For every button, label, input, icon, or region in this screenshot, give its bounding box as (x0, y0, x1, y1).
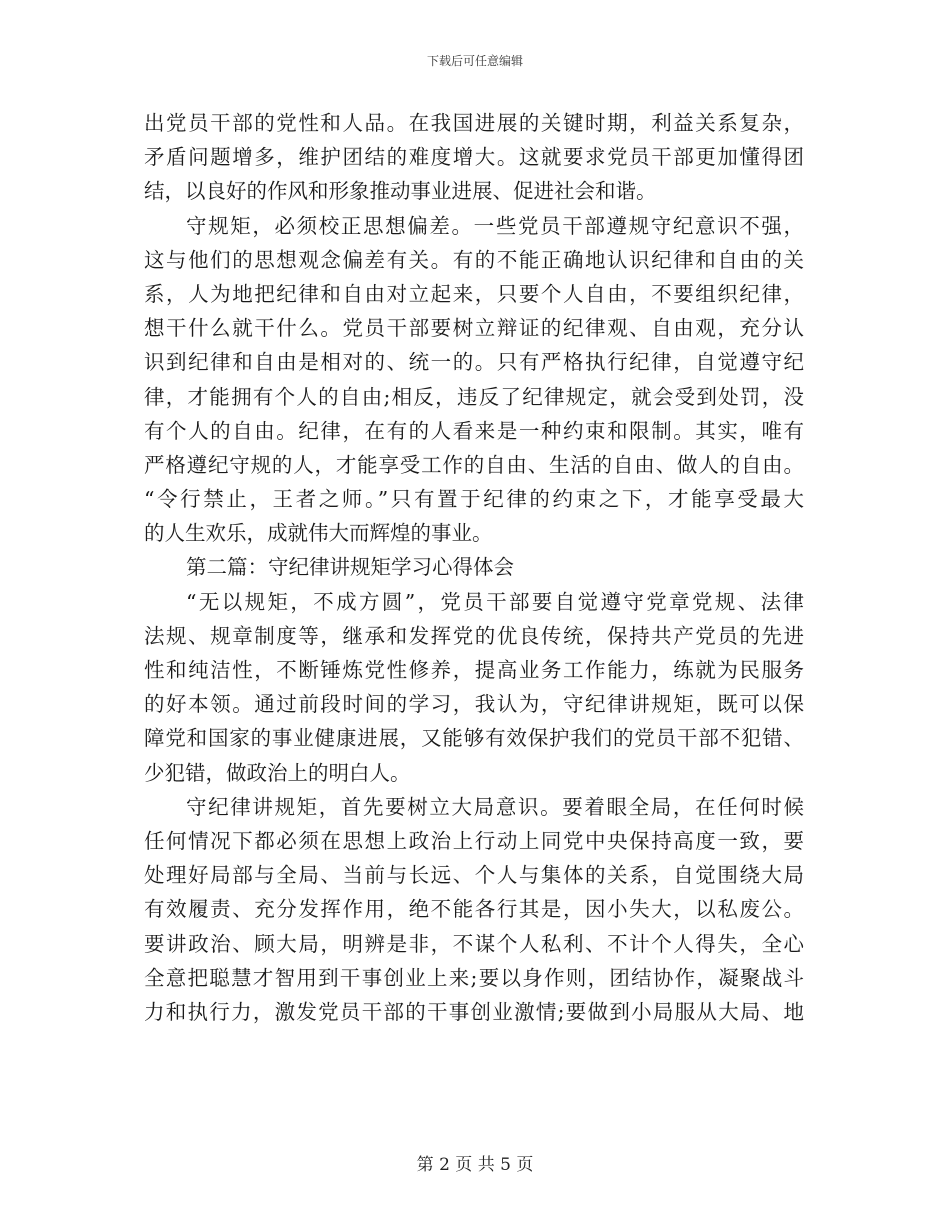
text-line: 矛盾问题增多，维护团结的难度增大。这就要求党员干部更加懂得团 (144, 145, 804, 170)
text-line: 障党和国家的事业健康进展，又能够有效保护我们的党员干部不犯错、 (144, 726, 804, 751)
text-line: 出党员干部的党性和人品。在我国进展的关键时期，利益关系复杂， (144, 111, 804, 135)
text-line: 识到纪律和自由是相对的、统一的。只有严格执行纪律，自觉遵守纪 (144, 350, 804, 375)
text-line: “令行禁止，王者之师。”只有置于纪律的约束之下，才能享受最大 (144, 487, 804, 512)
text-line: 守纪律讲规矩，首先要树立大局意识。要着眼全局，在任何时候 (186, 794, 804, 819)
text-line: 力和执行力，激发党员干部的干事创业激情;要做到小局服从大局、地 (144, 999, 804, 1024)
page-number-footer: 第 2 页 共 5 页 (416, 1155, 534, 1175)
text-line: 严格遵纪守规的人，才能享受工作的自由、生活的自由、做人的自由。 (144, 452, 804, 477)
text-line: 的人生欢乐，成就伟大而辉煌的事业。 (144, 521, 493, 546)
text-line: 结，以良好的作风和形象推动事业进展、促进社会和谐。 (144, 179, 657, 204)
section-heading (144, 550, 804, 584)
text-line: 有个人的自由。纪律，在有的人看来是一种约束和限制。其实，唯有 (144, 418, 804, 443)
paragraph-2 (144, 209, 804, 551)
text-line: 任何情况下都必须在思想上政治上行动上同党中央保持高度一致，要 (144, 828, 804, 853)
text-line: 处理好局部与全局、当前与长远、个人与集体的关系，自觉围绕大局 (144, 863, 804, 888)
text-line: 的好本领。通过前段时间的学习，我认为，守纪律讲规矩，既可以保 (144, 692, 804, 717)
paragraph-3 (144, 585, 804, 790)
text-line: 系，人为地把纪律和自由对立起来，只要个人自由，不要组织纪律， (144, 281, 804, 306)
section-title: 第二篇：守纪律讲规矩学习心得体会 (186, 555, 514, 580)
text-line: 全意把聪慧才智用到干事创业上来;要以身作则，团结协作，凝聚战斗 (144, 965, 804, 990)
paragraph-1 (144, 106, 804, 209)
text-line: 性和纯洁性，不断锤炼党性修养，提高业务工作能力，练就为民服务 (144, 658, 804, 682)
text-line: 守规矩，必须校正思想偏差。一些党员干部遵规守纪意识不强， (186, 213, 804, 238)
text-line: 要讲政治、顾大局，明辨是非，不谋个人私利、不计个人得失，全心 (144, 931, 804, 956)
text-line: 法规、规章制度等，继承和发挥党的优良传统，保持共产党员的先进 (144, 623, 804, 648)
document-body (144, 106, 804, 1029)
page-header: 下载后可任意编辑 (426, 54, 523, 68)
text-line: 想干什么就干什么。党员干部要树立辩证的纪律观、自由观，充分认 (144, 316, 804, 341)
paragraph-4 (144, 790, 804, 1029)
text-line: 有效履责、充分发挥作用，绝不能各行其是，因小失大，以私废公。 (144, 897, 804, 922)
text-line: “无以规矩，不成方圆”，党员干部要自觉遵守党章党规、法律 (186, 589, 804, 614)
text-line: 少犯错，做政治上的明白人。 (144, 760, 411, 785)
text-line: 律，才能拥有个人的自由;相反，违反了纪律规定，就会受到处罚，没 (144, 384, 804, 409)
text-line: 这与他们的思想观念偏差有关。有的不能正确地认识纪律和自由的关 (144, 247, 804, 272)
